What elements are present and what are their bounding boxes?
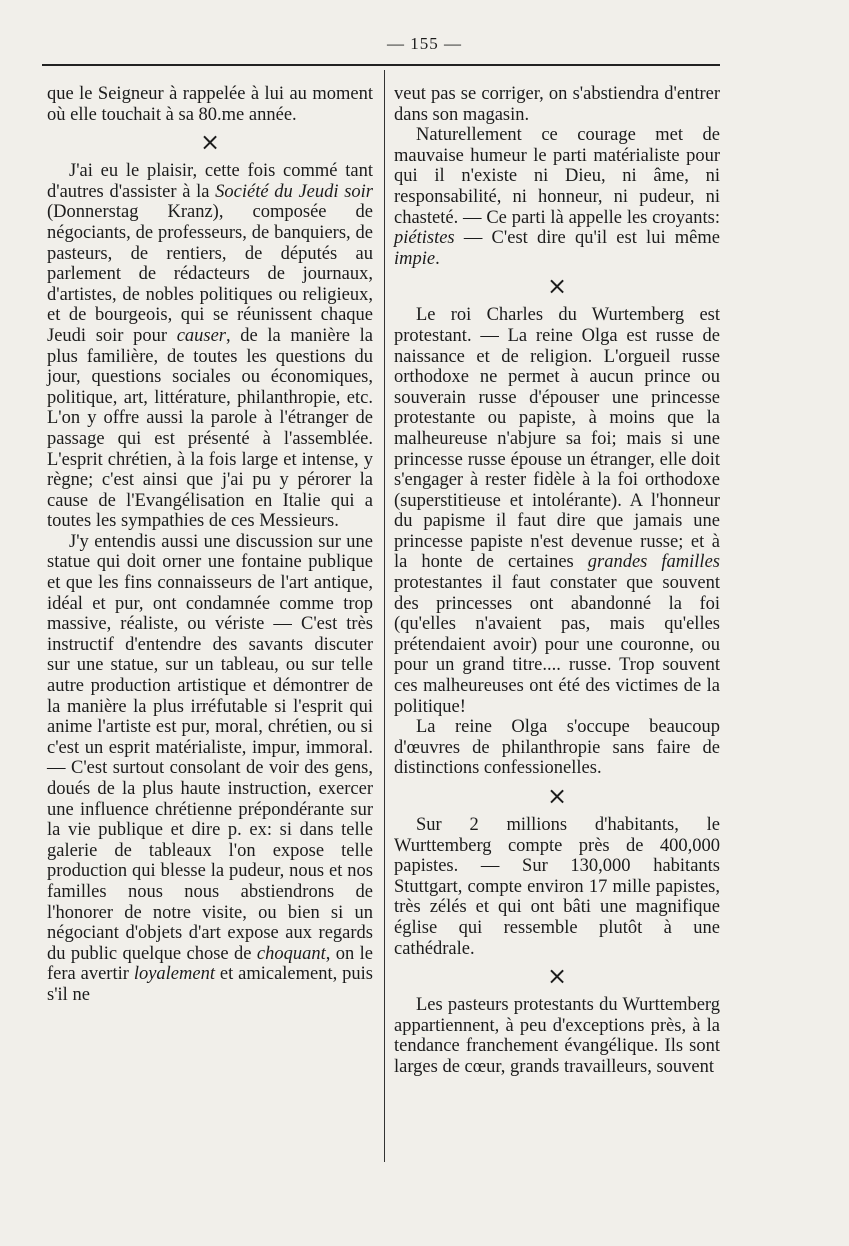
section-separator: × [546,782,568,810]
text-run: J'ai eu le plaisir, cette fois commé tant d'autres d'assister à la [47,161,373,202]
header-rule [42,64,720,66]
italic-text: grandes familles [587,552,720,573]
left-column [47,84,373,1006]
section-separator: × [546,272,568,301]
right-column [394,84,720,1078]
text-run: , on le fera avertir [47,943,374,985]
text-run: et amicalement, puis s'il ne [47,964,373,1005]
paragraph [47,532,373,1006]
paragraph: veut pas se corriger, on s'abstiendra d'entrer dans son magasin. [394,84,720,125]
paragraph: La reine Olga s'occupe beaucoup d'œuvres de philanthropie sans faire de distinctions confessionelles. [394,717,720,779]
text-run: Naturellement ce courage met de mauvaise humeur le parti matérialiste pour qui il n'existe ni Dieu, ni âme, ni responsabilité, ni honneur, ni pudeur, ni chasteté. — Ce parti là appelle les croyants: [394,125,720,228]
paragraph [394,305,720,717]
paragraph [394,125,720,269]
text-run: — C'est dire qu'il est lui même [454,228,720,249]
text-run: Le roi Charles du Wurtemberg est protestant. — La reine Olga est russe de naissance et de religion. L'orgueil russe orthodoxe ne permet à aucun prince ou souverain russe d'épouser une princesse protestante ou papiste, à moins que la malheureuse n'abjure sa foi; mais si une princesse russe épouse un étranger, elle doit s'engager à rester fidèle à la foi orthodoxe (superstitieuse et intolérante). A l'honneur du papisme il faut dire que jamais une princesse papiste n'est devenue russe; et à la honte de certaines [394,305,720,573]
paragraph [47,161,373,532]
italic-text: choquant [256,943,326,964]
paragraph: que le Seigneur à rappelée à lui au moment où elle touchait à sa 80.me année. [47,84,373,125]
text-run: J'y entendis aussi une discussion sur une statue qui doit orner une fontaine publique et que les fins connaisseurs de l'art antique, idéal et pur, ont condamnée comme trop massive, réaliste, ou vériste — C'est très instructif d'entendre des savants discuter sur une statue, sur un tableau, ou sur telle autre production artistique et démontrer de la manière la plus irréfutable si l'esprit qui anime l'artiste est pur, moral, chrétien, ou si c'est un esprit matérialiste, impur, immoral. — C'est surtout consolant de voir des gens, doués de la plus haute instruction, exercer une influence chrétienne prépondérante sur la vie publique et dire p. ex: si dans telle galerie de tableaux l'on expose telle production qui blesse la pudeur, nous et nos familles nous nous abstiendrons de l'honorer de notre visite, ou bien si un négociant d'objets d'art expose aux regards du public quelque chose de [47,531,373,964]
paragraph: Sur 2 millions d'habitants, le Wurttemberg compte près de 400,000 papistes. — Sur 130,000 habitants Stuttgart, compte environ 17 mille papistes, très zélés et qui ont bâti une magnifique église qui ressemble plutôt à une cathédrale. [394,815,720,959]
text-run: . [435,248,440,269]
paragraph: Les pasteurs protestants du Wurttemberg appartiennent, à peu d'exceptions près, à la tendance franchement évangélique. Ils sont larges de cœur, grands travailleurs, souvent [394,995,720,1077]
text-run: protestantes il faut constater que souvent des princesses ont abandonné la foi (qu'elles n'avaient pas, mais qu'elles prétendaient avoir) pour une couronne, ou pour un grand titre.... russe. Trop souvent ces malheureuses ont été des victimes de la politique! [394,573,720,717]
italic-text: impie [394,248,436,269]
text-run: (Donnerstag Kranz), composée de négociants, de professeurs, de banquiers, de pasteurs, de rentiers, de députés au parlement de rédacteurs de journaux, d'artistes, de nobles politiques ou religieux, et de bourgeois, qui se réunissent chaque Jeudi soir pour [47,202,373,346]
italic-text: Société du Jeudi soir [215,181,373,202]
column-divider [384,70,385,1162]
page-number: — 155 — [387,34,462,53]
section-separator: × [546,962,568,991]
italic-text: piétistes [394,228,455,249]
italic-text: loyalement [133,964,215,985]
italic-text: causer [176,325,227,346]
section-separator: × [199,128,221,157]
text-run: , de la manière la plus familière, de toutes les questions du jour, questions sociales ou économiques, politique, art, littérature, philanthropie, etc. L'on y offre aussi la parole à l'étranger de passage qui est présenté à l'assemblée. L'esprit chrétien, à la fois large et intense, y règne; c'est ainsi que j'ai pu y pérorer la cause de l'Evangélisation en Italie qui a toutes les sympathies de ces Messieurs. [47,325,373,532]
